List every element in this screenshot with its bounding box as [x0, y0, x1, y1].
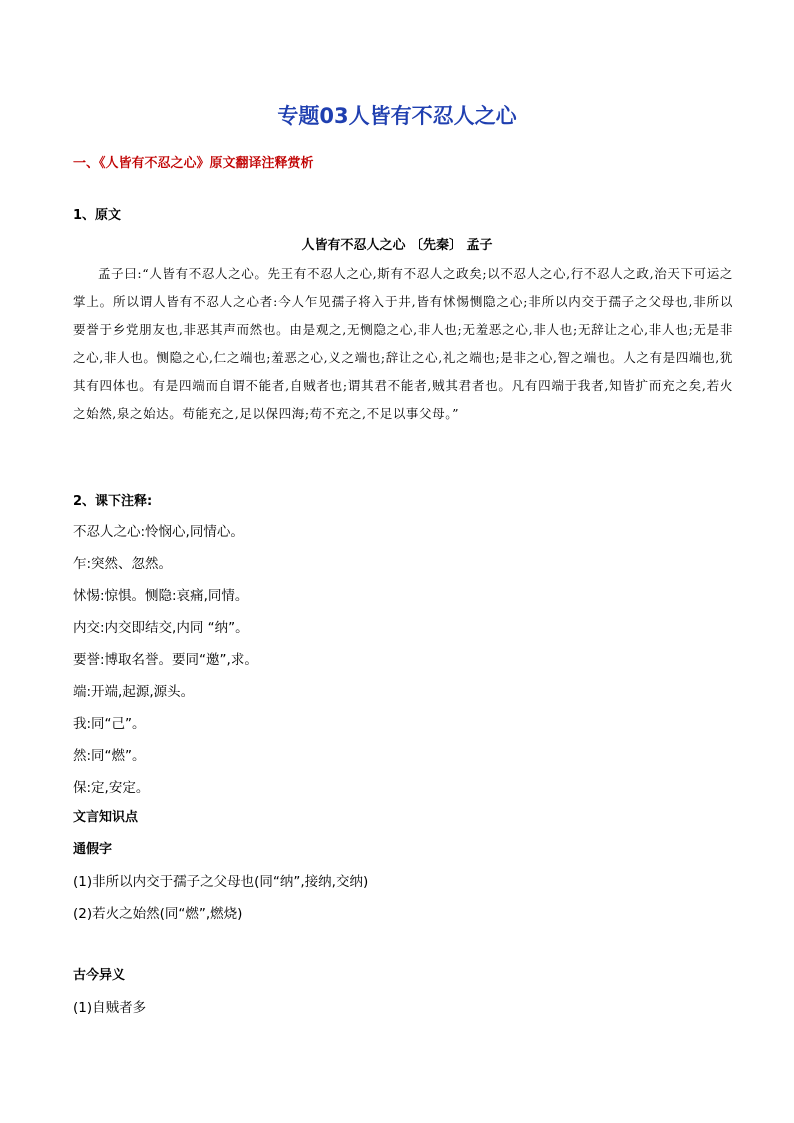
note-item: 保:定,安定。 — [73, 780, 150, 796]
tongjiazi-heading: 通假字 — [73, 842, 113, 857]
section-heading: 一、《人皆有不忍之心》原文翻译注释赏析 — [73, 156, 314, 171]
note-item: 怵惕:惊惧。恻隐:哀痛,同情。 — [73, 588, 249, 604]
gujin-item: (1)自贼者多 — [73, 1000, 147, 1016]
note-item: 端:开端,起源,源头。 — [73, 684, 195, 700]
tongjiazi-item: (2)若火之始然(同“燃”,燃烧) — [73, 906, 243, 922]
notes-heading: 2、课下注释: — [73, 494, 153, 509]
poem-text: 孟子曰:“人皆有不忍人之心。先王有不忍人之心,斯有不忍人之政矣;以不忍人之心,行不忍人之政,治天下可运之掌上。所以谓人皆有不忍人之心者:今人乍见孺子将入于井,皆有怵惕恻隐之心;非所以内交于孺子之父母也,非所以要誉于乡党朋友也,非恶其声而然也。由是观之,无恻隐之心,非人也;无羞恶之心,非人也;无辞让之心,非人也;无是非之心,非人也。恻隐之心,仁之端也;羞恶之心,义之端也;辞让之心,礼之端也;是非之心,智之端也。人之有是四端也,犹其有四体也。有是四端而自谓不能者,自贼者也;谓其君不能者,贼其君者也。凡有四端于我者,知皆扩而充之矣,若火之始然,泉之始达。苟能充之,足以保四海;苟不充之,不足以事父母。” — [73, 266, 733, 421]
knowledge-heading: 文言知识点 — [73, 810, 139, 825]
original-heading: 1、原文 — [73, 208, 122, 223]
note-item: 不忍人之心:怜悯心,同情心。 — [73, 524, 244, 540]
note-item: 我:同“己”。 — [73, 716, 146, 732]
poem-title: 人皆有不忍人之心 〔先秦〕 孟子 — [301, 238, 493, 253]
gujin-heading: 古今异义 — [73, 968, 126, 983]
page-title: 专题03人皆有不忍人之心 — [277, 104, 517, 128]
note-item: 然:同“燃”。 — [73, 748, 146, 764]
note-item: 内交:内交即结交,内同 “纳”。 — [73, 620, 249, 636]
tongjiazi-item: (1)非所以内交于孺子之父母也(同“纳”,接纳,交纳) — [73, 874, 369, 890]
note-item: 要誉:博取名誉。要同“邀”,求。 — [73, 652, 258, 668]
note-item: 乍:突然、忽然。 — [73, 556, 173, 572]
